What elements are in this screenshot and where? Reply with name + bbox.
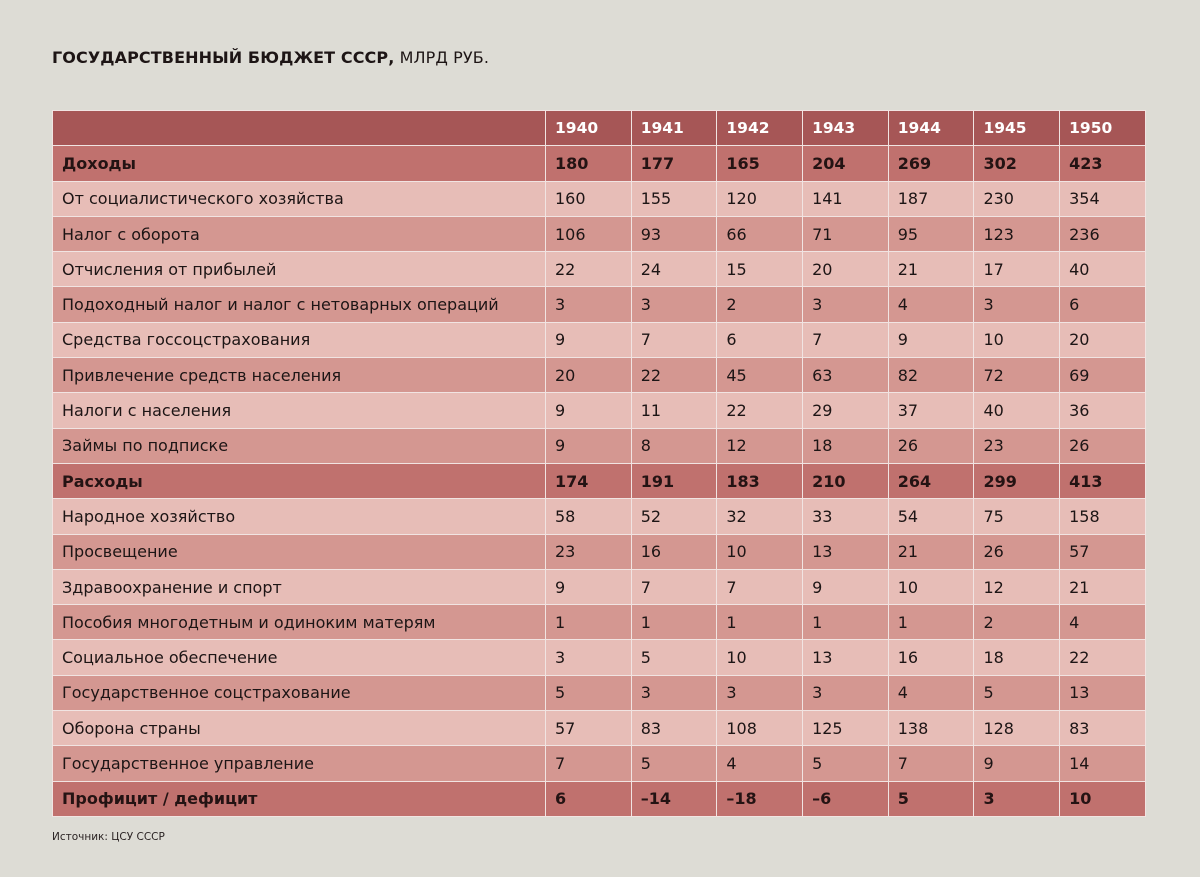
- value-cell-1945: 23: [974, 428, 1060, 463]
- value-cell-1944: 26: [888, 428, 974, 463]
- value-cell-1942: 32: [717, 499, 803, 534]
- value-cell-1950: 69: [1060, 358, 1146, 393]
- table-row: [53, 711, 1146, 746]
- title-unit: МЛРД РУБ.: [394, 48, 490, 67]
- row-label: Государственное соцстрахование: [53, 675, 546, 710]
- value-cell-1941: 11: [631, 393, 717, 428]
- value-cell-1941: 52: [631, 499, 717, 534]
- value-cell-1944: 82: [888, 358, 974, 393]
- value-cell-1942: 12: [717, 428, 803, 463]
- value-cell-1950: 4: [1060, 605, 1146, 640]
- header-year-1943: 1943: [803, 111, 889, 146]
- value-cell-1943: 5: [803, 746, 889, 781]
- value-cell-1940: 9: [546, 322, 632, 357]
- table-header-row: [53, 111, 1146, 146]
- value-cell-1941: 177: [631, 146, 717, 181]
- value-cell-1945: 72: [974, 358, 1060, 393]
- row-label: Займы по подписке: [53, 428, 546, 463]
- value-cell-1942: 10: [717, 534, 803, 569]
- page-title: [52, 48, 489, 67]
- value-cell-1945: 2: [974, 605, 1060, 640]
- value-cell-1942: 6: [717, 322, 803, 357]
- value-cell-1944: 7: [888, 746, 974, 781]
- value-cell-1944: 21: [888, 252, 974, 287]
- value-cell-1943: 210: [803, 463, 889, 498]
- value-cell-1940: 23: [546, 534, 632, 569]
- table-row: [53, 252, 1146, 287]
- value-cell-1944: 187: [888, 181, 974, 216]
- value-cell-1945: 230: [974, 181, 1060, 216]
- value-cell-1941: 3: [631, 287, 717, 322]
- value-cell-1944: 9: [888, 322, 974, 357]
- value-cell-1945: 3: [974, 781, 1060, 816]
- value-cell-1941: 24: [631, 252, 717, 287]
- value-cell-1941: 7: [631, 569, 717, 604]
- value-cell-1940: 5: [546, 675, 632, 710]
- value-cell-1940: 1: [546, 605, 632, 640]
- row-label: Пособия многодетным и одиноким матерям: [53, 605, 546, 640]
- table-row: [53, 569, 1146, 604]
- table-row: [53, 216, 1146, 251]
- row-label: От социалистического хозяйства: [53, 181, 546, 216]
- value-cell-1950: 26: [1060, 428, 1146, 463]
- value-cell-1950: 36: [1060, 393, 1146, 428]
- header-year-1944: 1944: [888, 111, 974, 146]
- value-cell-1950: 21: [1060, 569, 1146, 604]
- row-label: Народное хозяйство: [53, 499, 546, 534]
- value-cell-1945: 3: [974, 287, 1060, 322]
- table-row: [53, 534, 1146, 569]
- value-cell-1943: –6: [803, 781, 889, 816]
- value-cell-1941: 83: [631, 711, 717, 746]
- table-row: [53, 499, 1146, 534]
- table-row: [53, 605, 1146, 640]
- value-cell-1943: 20: [803, 252, 889, 287]
- value-cell-1940: 20: [546, 358, 632, 393]
- value-cell-1943: 3: [803, 287, 889, 322]
- value-cell-1950: 83: [1060, 711, 1146, 746]
- value-cell-1950: 22: [1060, 640, 1146, 675]
- value-cell-1950: 6: [1060, 287, 1146, 322]
- value-cell-1941: 5: [631, 640, 717, 675]
- value-cell-1944: 264: [888, 463, 974, 498]
- value-cell-1940: 180: [546, 146, 632, 181]
- row-label: Доходы: [53, 146, 546, 181]
- value-cell-1943: 71: [803, 216, 889, 251]
- row-label: Просвещение: [53, 534, 546, 569]
- value-cell-1942: 10: [717, 640, 803, 675]
- value-cell-1941: 1: [631, 605, 717, 640]
- row-label: Государственное управление: [53, 746, 546, 781]
- header-label-cell: [53, 111, 546, 146]
- row-label: Привлечение средств населения: [53, 358, 546, 393]
- table-section-row: [53, 463, 1146, 498]
- value-cell-1941: 3: [631, 675, 717, 710]
- value-cell-1940: 6: [546, 781, 632, 816]
- value-cell-1943: 7: [803, 322, 889, 357]
- table-row: [53, 675, 1146, 710]
- value-cell-1943: 13: [803, 640, 889, 675]
- header-year-1942: 1942: [717, 111, 803, 146]
- value-cell-1945: 10: [974, 322, 1060, 357]
- table-row: [53, 322, 1146, 357]
- source-note: Источник: ЦСУ СССР: [52, 831, 165, 843]
- title-main: ГОСУДАРСТВЕННЫЙ БЮДЖЕТ СССР,: [52, 48, 395, 67]
- value-cell-1943: 29: [803, 393, 889, 428]
- row-label: Расходы: [53, 463, 546, 498]
- value-cell-1950: 40: [1060, 252, 1146, 287]
- value-cell-1940: 3: [546, 640, 632, 675]
- value-cell-1942: 108: [717, 711, 803, 746]
- row-label: Подоходный налог и налог с нетоварных операций: [53, 287, 546, 322]
- value-cell-1944: 54: [888, 499, 974, 534]
- value-cell-1945: 40: [974, 393, 1060, 428]
- value-cell-1942: 183: [717, 463, 803, 498]
- value-cell-1942: 1: [717, 605, 803, 640]
- value-cell-1950: 423: [1060, 146, 1146, 181]
- value-cell-1943: 9: [803, 569, 889, 604]
- table-row: [53, 287, 1146, 322]
- value-cell-1943: 3: [803, 675, 889, 710]
- value-cell-1940: 9: [546, 569, 632, 604]
- value-cell-1941: 93: [631, 216, 717, 251]
- value-cell-1943: 63: [803, 358, 889, 393]
- value-cell-1944: 4: [888, 287, 974, 322]
- value-cell-1944: 1: [888, 605, 974, 640]
- value-cell-1945: 75: [974, 499, 1060, 534]
- value-cell-1950: 13: [1060, 675, 1146, 710]
- value-cell-1943: 18: [803, 428, 889, 463]
- value-cell-1943: 13: [803, 534, 889, 569]
- value-cell-1945: 12: [974, 569, 1060, 604]
- value-cell-1943: 33: [803, 499, 889, 534]
- value-cell-1944: 21: [888, 534, 974, 569]
- value-cell-1950: 57: [1060, 534, 1146, 569]
- value-cell-1942: 22: [717, 393, 803, 428]
- value-cell-1945: 123: [974, 216, 1060, 251]
- value-cell-1940: 9: [546, 428, 632, 463]
- value-cell-1945: 9: [974, 746, 1060, 781]
- value-cell-1940: 9: [546, 393, 632, 428]
- header-year-1940: 1940: [546, 111, 632, 146]
- value-cell-1942: 2: [717, 287, 803, 322]
- value-cell-1941: 155: [631, 181, 717, 216]
- row-label: Средства госсоцстрахования: [53, 322, 546, 357]
- budget-table: [52, 110, 1146, 817]
- value-cell-1944: 10: [888, 569, 974, 604]
- value-cell-1944: 269: [888, 146, 974, 181]
- value-cell-1950: 158: [1060, 499, 1146, 534]
- value-cell-1943: 141: [803, 181, 889, 216]
- table-row: [53, 181, 1146, 216]
- value-cell-1940: 58: [546, 499, 632, 534]
- value-cell-1940: 22: [546, 252, 632, 287]
- value-cell-1944: 138: [888, 711, 974, 746]
- value-cell-1944: 95: [888, 216, 974, 251]
- value-cell-1944: 16: [888, 640, 974, 675]
- value-cell-1950: 10: [1060, 781, 1146, 816]
- value-cell-1940: 174: [546, 463, 632, 498]
- value-cell-1950: 20: [1060, 322, 1146, 357]
- value-cell-1942: 120: [717, 181, 803, 216]
- value-cell-1942: 165: [717, 146, 803, 181]
- value-cell-1940: 57: [546, 711, 632, 746]
- value-cell-1945: 26: [974, 534, 1060, 569]
- row-label: Налог с оборота: [53, 216, 546, 251]
- value-cell-1941: 7: [631, 322, 717, 357]
- table-body: [53, 146, 1146, 817]
- value-cell-1942: 4: [717, 746, 803, 781]
- row-label: Социальное обеспечение: [53, 640, 546, 675]
- row-label: Оборона страны: [53, 711, 546, 746]
- value-cell-1945: 5: [974, 675, 1060, 710]
- row-label: Отчисления от прибылей: [53, 252, 546, 287]
- value-cell-1945: 128: [974, 711, 1060, 746]
- value-cell-1943: 125: [803, 711, 889, 746]
- value-cell-1942: 7: [717, 569, 803, 604]
- value-cell-1941: –14: [631, 781, 717, 816]
- row-label: Здравоохранение и спорт: [53, 569, 546, 604]
- value-cell-1945: 18: [974, 640, 1060, 675]
- value-cell-1940: 160: [546, 181, 632, 216]
- value-cell-1942: 45: [717, 358, 803, 393]
- header-year-1945: 1945: [974, 111, 1060, 146]
- value-cell-1950: 354: [1060, 181, 1146, 216]
- value-cell-1941: 8: [631, 428, 717, 463]
- value-cell-1941: 5: [631, 746, 717, 781]
- value-cell-1941: 16: [631, 534, 717, 569]
- row-label: Налоги с населения: [53, 393, 546, 428]
- value-cell-1950: 14: [1060, 746, 1146, 781]
- value-cell-1944: 5: [888, 781, 974, 816]
- value-cell-1944: 37: [888, 393, 974, 428]
- value-cell-1942: 66: [717, 216, 803, 251]
- table-section-row: [53, 146, 1146, 181]
- row-label: Профицит / дефицит: [53, 781, 546, 816]
- value-cell-1950: 413: [1060, 463, 1146, 498]
- table-section-row: [53, 781, 1146, 816]
- value-cell-1941: 191: [631, 463, 717, 498]
- value-cell-1945: 299: [974, 463, 1060, 498]
- value-cell-1943: 204: [803, 146, 889, 181]
- value-cell-1943: 1: [803, 605, 889, 640]
- value-cell-1940: 3: [546, 287, 632, 322]
- header-year-1950: 1950: [1060, 111, 1146, 146]
- header-year-1941: 1941: [631, 111, 717, 146]
- value-cell-1942: –18: [717, 781, 803, 816]
- table-row: [53, 393, 1146, 428]
- table-row: [53, 358, 1146, 393]
- table-row: [53, 746, 1146, 781]
- value-cell-1941: 22: [631, 358, 717, 393]
- value-cell-1940: 106: [546, 216, 632, 251]
- value-cell-1950: 236: [1060, 216, 1146, 251]
- value-cell-1940: 7: [546, 746, 632, 781]
- value-cell-1942: 15: [717, 252, 803, 287]
- value-cell-1945: 17: [974, 252, 1060, 287]
- table-row: [53, 428, 1146, 463]
- table-row: [53, 640, 1146, 675]
- value-cell-1944: 4: [888, 675, 974, 710]
- value-cell-1945: 302: [974, 146, 1060, 181]
- value-cell-1942: 3: [717, 675, 803, 710]
